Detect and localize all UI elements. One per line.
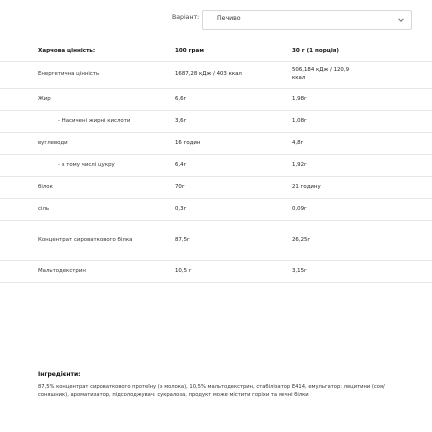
nutrient-name: Енергетична цінність: [0, 62, 175, 89]
table-row: [0, 155, 432, 177]
variant-selected-value: Печиво: [217, 15, 241, 22]
nutrient-value-serving-cell: [290, 221, 432, 261]
nutrient-value-100g: 6,4г: [175, 161, 187, 168]
variant-label: Варіант:: [172, 14, 200, 21]
table-row: [0, 199, 432, 221]
nutrient-value-serving: 4,8г: [292, 139, 304, 146]
nutrient-value-100g: 70г: [175, 183, 185, 190]
nutrient-value-100g: 0,3г: [175, 205, 187, 212]
nutrition-table-body: [0, 62, 432, 283]
header-nutrition-value: Харчова цінність:: [0, 41, 175, 62]
table-row: [0, 111, 432, 133]
nutrient-value-100g: 87,5г: [175, 236, 190, 243]
nutrient-value-serving: 26,25г: [292, 236, 311, 243]
nutrient-value-100g: 1687,28 кДж / 403 ккал: [175, 71, 242, 78]
nutrient-value-100g-cell: [175, 221, 290, 261]
nutrient-value-100g: 3,6г: [175, 117, 187, 124]
nutrient-value-serving-cell: [290, 89, 432, 111]
table-header-row: [0, 41, 432, 62]
nutrient-name: - з тому числі цукру: [0, 155, 175, 177]
chevron-down-icon: [397, 16, 405, 24]
nutrient-value-100g-cell: [175, 155, 290, 177]
nutrient-value-serving-cell: [290, 261, 432, 283]
variant-selector-row: [0, 10, 432, 32]
nutrient-name: сіль: [0, 199, 175, 221]
nutrient-value-100g-cell: [175, 199, 290, 221]
nutrient-value-100g-cell: [175, 133, 290, 155]
nutrient-name: Мальтодекстрин: [0, 261, 175, 283]
nutrient-name: Концентрат сироваткового білка: [0, 221, 175, 261]
nutrient-value-100g: 10,5 г: [175, 267, 192, 274]
nutrient-value-serving-cell: [290, 177, 432, 199]
nutrient-value-serving: 1,98г: [292, 95, 307, 102]
table-row: [0, 221, 432, 261]
nutrient-value-serving: 0,09г: [292, 205, 307, 212]
ingredients-text: 87,5% концентрат сироваткового протеїну (з молока), 10,5% мальтодекстрин, стабілізатор Е414, емульгатор: лецитини (соя/соняшник), ароматизатор, підсолоджувач: сукралоза, продукт може містити горіхи та яєчні білки: [38, 384, 385, 398]
nutrient-name: - Насичені жирні кислоти: [0, 111, 175, 133]
table-row: [0, 133, 432, 155]
table-row: [0, 261, 432, 283]
nutrient-value-100g-cell: [175, 111, 290, 133]
nutrient-value-serving: 1,08г: [292, 117, 307, 124]
table-row: [0, 89, 432, 111]
variant-select[interactable]: [202, 10, 412, 30]
nutrient-name: Жир: [0, 89, 175, 111]
header-per-100g: 100 грам: [175, 41, 290, 62]
nutrient-value-serving-cell: [290, 199, 432, 221]
nutrient-value-100g-cell: [175, 261, 290, 283]
nutrient-value-100g: 6,6г: [175, 95, 187, 102]
header-per-serving: 30 г (1 порція): [290, 41, 432, 62]
nutrient-value-100g-cell: [175, 177, 290, 199]
nutrient-value-serving: 1,92г: [292, 161, 307, 168]
table-row: [0, 62, 432, 89]
nutrient-value-serving-cell: [290, 155, 432, 177]
nutrient-value-100g-cell: [175, 89, 290, 111]
nutrient-value-100g: 16 годин: [175, 139, 201, 146]
nutrient-value-serving: 3,15г: [292, 267, 307, 274]
nutrient-name: вуглеводи: [0, 133, 175, 155]
table-row: [0, 177, 432, 199]
nutrient-value-100g-cell: [175, 62, 290, 89]
nutrient-value-serving: 21 годину: [292, 183, 321, 190]
nutrient-value-serving-cell: [290, 133, 432, 155]
nutrient-value-serving-cell: [290, 111, 432, 133]
nutrient-name: білок: [0, 177, 175, 199]
nutrition-table: [0, 41, 432, 283]
nutrient-value-serving: 506,184 кДж / 120,9 ккал: [292, 67, 350, 81]
ingredients-title: Інгредієнти:: [38, 371, 81, 378]
nutrient-value-serving-cell: [290, 62, 432, 89]
